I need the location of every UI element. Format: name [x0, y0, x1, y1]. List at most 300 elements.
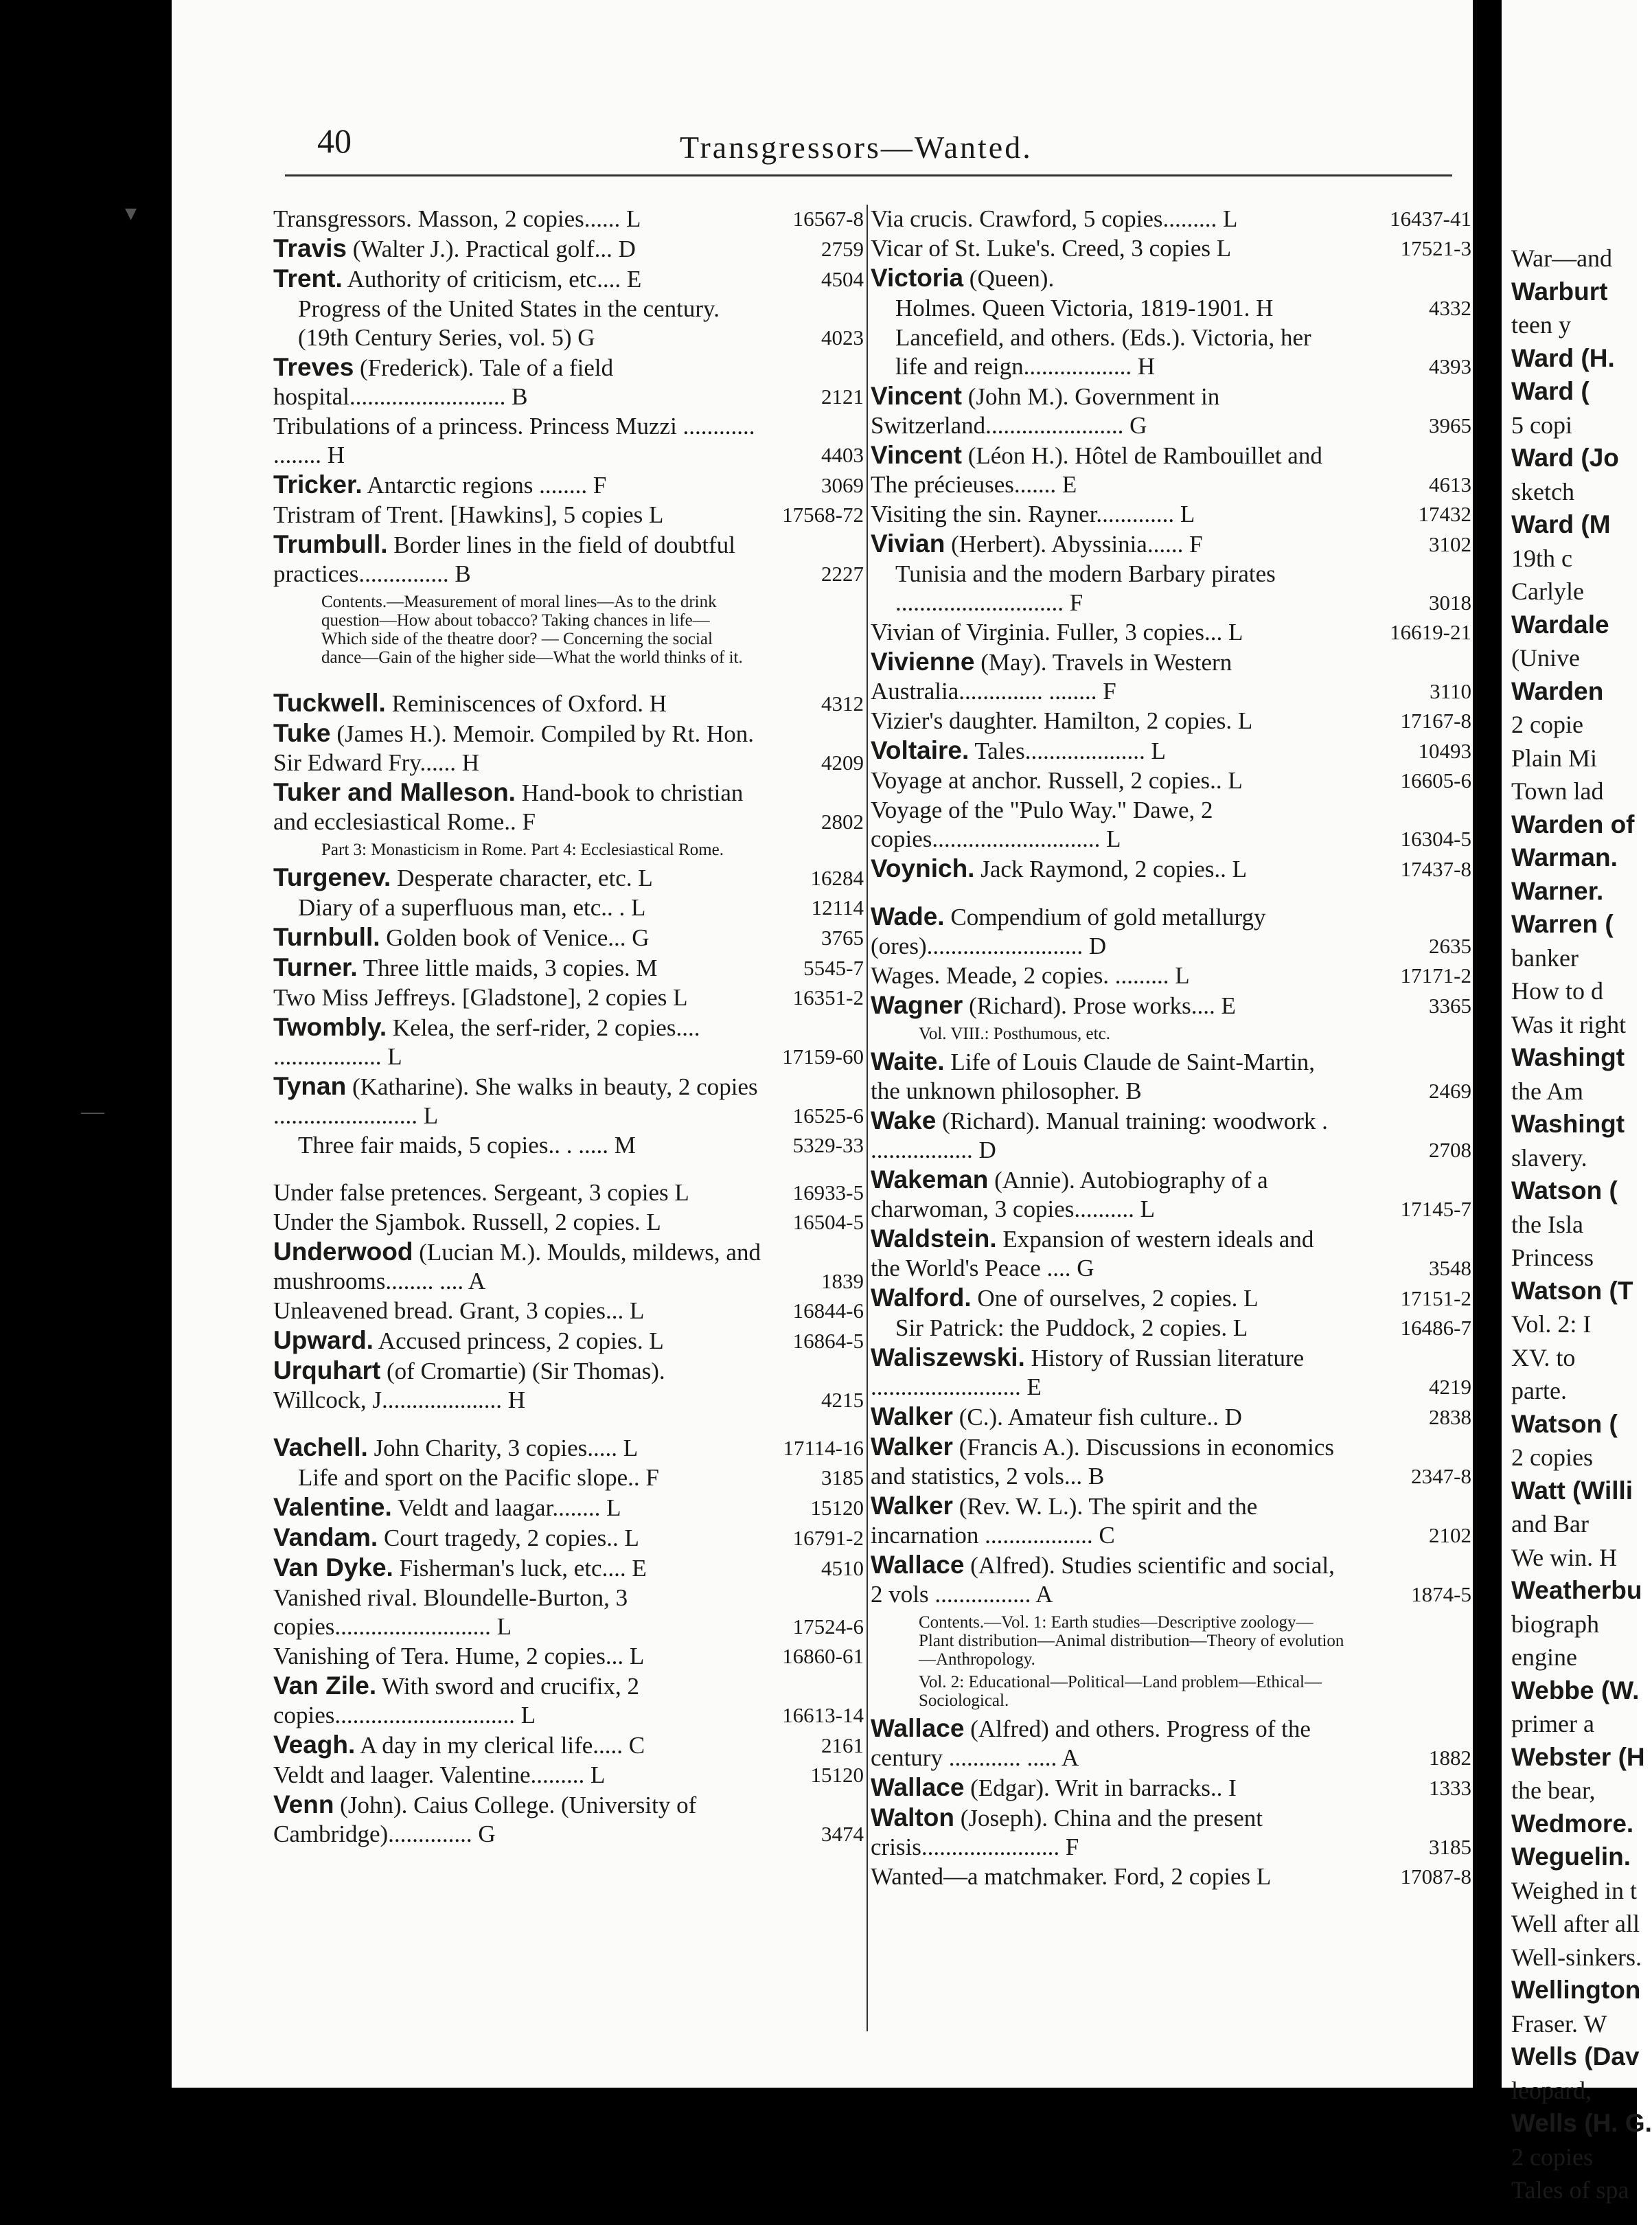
call-number: 3110	[1430, 679, 1471, 703]
next-page-fragment: banker	[1511, 944, 1579, 972]
call-number: 17087-8	[1400, 1864, 1471, 1889]
catalog-entry	[871, 441, 1471, 499]
catalog-entry	[273, 689, 864, 718]
entry-text	[273, 923, 864, 952]
entry-title: Wanted—a matchmaker. Ford, 2 copies L	[871, 1863, 1272, 1890]
entry-text	[273, 412, 864, 470]
entry-title: Contents.—Vol. 1: Earth studies—Descriptive zoology—Plant distribution—Animal distribution—Theory of evolution—Anthropology.	[919, 1613, 1344, 1669]
call-number: 4332	[1429, 296, 1471, 320]
entry-title: Transgressors. Masson, 2 copies...... L	[273, 205, 641, 232]
entry-text	[273, 470, 864, 500]
entry-author: Urquhart	[273, 1356, 381, 1384]
catalog-entry	[273, 1671, 864, 1730]
entry-text	[273, 1356, 864, 1415]
entry-title: (Lucian M.). Moulds, mildews, and mushrooms........ .... A	[273, 1239, 761, 1294]
entry-text	[871, 1551, 1471, 1609]
next-page-fragment: Ward (	[1511, 377, 1590, 405]
call-number: 16619-21	[1390, 620, 1471, 644]
entry-text	[273, 841, 864, 859]
next-page-fragment: the bear,	[1511, 1777, 1596, 1804]
entry-author: Walford.	[871, 1283, 972, 1312]
call-number: 2121	[821, 385, 864, 409]
next-page-fragment: Wellington	[1511, 1976, 1641, 2004]
catalog-entry	[871, 234, 1471, 263]
entry-author: Waliszewski.	[871, 1343, 1025, 1371]
entry-text	[273, 863, 864, 893]
entry-title: Vol. VIII.: Posthumous, etc.	[919, 1025, 1110, 1043]
entry-text	[871, 1773, 1471, 1803]
catalog-entry	[871, 529, 1471, 559]
call-number: 17437-8	[1400, 857, 1471, 881]
catalog-entry	[871, 648, 1471, 706]
next-page-fragment: biograph	[1511, 1610, 1599, 1638]
next-page-fragment: sketch	[1511, 477, 1574, 505]
entry-text	[273, 1131, 864, 1160]
entry-title: Kelea, the serf-rider, 2 copies.... .................. L	[273, 1014, 700, 1070]
call-number: 4403	[821, 443, 864, 467]
catalog-entry	[871, 1106, 1471, 1165]
catalog-entry	[273, 1356, 864, 1415]
next-page-fragment: War—and	[1511, 244, 1613, 272]
call-number: 16304-5	[1400, 827, 1471, 851]
entry-text	[871, 766, 1471, 795]
entry-text	[871, 1314, 1471, 1343]
next-page-fragment: 19th c	[1511, 544, 1572, 572]
next-page-fragment: Warden of	[1511, 810, 1635, 838]
entry-text	[871, 1803, 1471, 1862]
next-page-fragment: primer a	[1511, 1710, 1594, 1737]
call-number: 15120	[810, 1763, 864, 1787]
entry-title: (Queen).	[963, 265, 1055, 292]
entry-title: (Richard). Prose works.... E	[963, 992, 1236, 1019]
catalog-entry	[871, 205, 1471, 233]
entry-title: (Katharine). She walks in beauty, 2 copies ........................ L	[273, 1073, 758, 1129]
entry-text	[273, 1523, 864, 1553]
entry-text	[273, 501, 864, 529]
entry-text	[871, 1106, 1471, 1165]
call-number: 16437-41	[1390, 207, 1471, 231]
entry-text	[273, 1493, 864, 1522]
catalog-entry	[273, 1553, 864, 1583]
catalog-entry	[273, 1237, 864, 1296]
entry-text	[871, 560, 1471, 617]
call-number: 4510	[821, 1556, 864, 1580]
next-page-fragment: Vol. 2: I	[1511, 1310, 1592, 1338]
call-number: 3765	[821, 926, 864, 950]
entry-title: (John). Caius College. (University of Cambridge).............. G	[273, 1792, 697, 1847]
entry-title: Tales.................... L	[969, 738, 1166, 764]
next-page-fragment: Washingt	[1511, 1110, 1625, 1138]
entry-text	[871, 991, 1471, 1020]
next-page-fragment: Watson (	[1511, 1409, 1618, 1438]
entry-text	[871, 736, 1471, 766]
call-number: 16860-61	[782, 1644, 864, 1668]
entry-author: Van Zile.	[273, 1671, 377, 1700]
entry-title: (Léon H.). Hôtel de Rambouillet and The précieuses....... E	[871, 442, 1322, 498]
entry-text	[871, 500, 1471, 529]
entry-text	[871, 648, 1471, 706]
entry-title: Tristram of Trent. [Hawkins], 5 copies L	[273, 501, 664, 528]
entry-author: Trent.	[273, 264, 343, 293]
call-number: 2102	[1429, 1523, 1471, 1547]
next-page-fragment: Well after all	[1511, 1910, 1640, 1937]
right-column	[871, 205, 1471, 1892]
call-number: 16844-6	[792, 1299, 864, 1323]
entry-text	[871, 382, 1471, 440]
entry-text	[871, 1402, 1471, 1432]
call-number: 17145-7	[1400, 1197, 1471, 1221]
call-number: 4613	[1429, 472, 1471, 497]
catalog-entry	[871, 991, 1471, 1020]
entry-title: Compendium of gold metallurgy (ores).......................... D	[871, 904, 1266, 959]
entry-text	[871, 1224, 1471, 1283]
next-page-fragment: Warner.	[1511, 876, 1604, 905]
catalog-entry	[871, 1343, 1471, 1402]
call-number: 1874-5	[1411, 1582, 1471, 1606]
entry-title: Contents.—Measurement of moral lines—As to the drink question—How about tobacco? Taking chances in life—Which side of the theatre door? — Concerning the social dance—Gain of the higher side—What the world thinks of it.	[321, 593, 743, 667]
entry-title: Vivian of Virginia. Fuller, 3 copies... L	[871, 619, 1243, 646]
entry-author: Travis	[273, 234, 347, 262]
entry-author: Voltaire.	[871, 736, 970, 764]
entry-text	[871, 1613, 1471, 1669]
entry-text	[273, 1297, 864, 1325]
catalog-entry	[871, 1551, 1471, 1609]
catalog-entry	[273, 295, 864, 352]
catalog-note	[871, 1673, 1471, 1710]
entry-text	[871, 1862, 1471, 1891]
entry-title: (May). Travels in Western Australia.............. ........ F	[871, 649, 1232, 705]
entry-text	[273, 983, 864, 1012]
next-page-fragment: Princess	[1511, 1244, 1594, 1271]
running-title: Transgressors—Wanted.	[680, 130, 1033, 165]
entry-title: Expansion of western ideals and the World's Peace .... G	[871, 1226, 1314, 1281]
next-page-fragment: Ward (M	[1511, 510, 1611, 538]
call-number: 16525-6	[792, 1104, 864, 1128]
next-page-fragment: 5 copi	[1511, 411, 1572, 439]
entry-title: (Walter J.). Practical golf... D	[346, 236, 636, 262]
call-number: 16567-8	[792, 207, 864, 231]
catalog-entry	[273, 863, 864, 893]
entry-text	[871, 796, 1471, 854]
call-number: 2227	[821, 562, 864, 586]
next-page-fragment: Fraser. W	[1511, 2009, 1607, 2038]
catalog-entry	[273, 1523, 864, 1553]
call-number: 2161	[821, 1733, 864, 1757]
catalog-entry	[273, 1208, 864, 1237]
catalog-entry	[273, 501, 864, 529]
entry-title: Progress of the United States in the century. (19th Century Series, vol. 5) G	[298, 295, 720, 351]
entry-author: Underwood	[273, 1237, 413, 1266]
entry-title: Vicar of St. Luke's. Creed, 3 copies L	[871, 235, 1232, 262]
entry-title: Visiting the sin. Rayner............. L	[871, 501, 1195, 527]
entry-title: (Annie). Autobiography of a charwoman, 3 copies.......... L	[871, 1167, 1268, 1222]
entry-text	[273, 1237, 864, 1296]
entry-text	[273, 353, 864, 411]
next-page-fragment: Watson (	[1511, 1176, 1618, 1205]
entry-author: Wagner	[871, 991, 963, 1019]
entry-text	[273, 1671, 864, 1730]
entry-title: With sword and crucifix, 2 copies.............................. L	[273, 1673, 639, 1728]
entry-author: Vachell.	[273, 1433, 368, 1461]
catalog-entry	[273, 1297, 864, 1325]
catalog-entry	[273, 1463, 864, 1492]
next-page-fragment: teen y	[1511, 311, 1571, 339]
entry-text	[871, 529, 1471, 559]
call-number: 3069	[821, 473, 864, 497]
entry-title: (Rev. W. L.). The spirit and the incarnation .................. C	[871, 1493, 1258, 1549]
entry-author: Veagh.	[273, 1731, 356, 1759]
entry-text	[273, 1761, 864, 1790]
catalog-entry	[871, 1433, 1471, 1491]
entry-author: Vivienne	[871, 648, 975, 676]
entry-title: Life and sport on the Pacific slope.. F	[298, 1464, 659, 1491]
entry-text	[273, 1013, 864, 1071]
entry-title: Reminiscences of Oxford. H	[385, 690, 667, 717]
entry-title: (Frederick). Tale of a field hospital.......................... B	[273, 354, 614, 410]
entry-text	[871, 1025, 1471, 1043]
entry-title: Vanishing of Tera. Hume, 2 copies... L	[273, 1643, 645, 1669]
next-page-fragment: Webbe (W.	[1511, 1676, 1640, 1704]
entry-title: Part 3: Monasticism in Rome. Part 4: Ecclesiastical Rome.	[321, 841, 724, 859]
call-number: 17167-8	[1400, 709, 1471, 733]
next-page-fragment: Weguelin.	[1511, 1842, 1631, 1871]
next-page-fragment: Was it right	[1511, 1010, 1627, 1038]
entry-text	[871, 902, 1471, 961]
entry-text	[273, 1790, 864, 1849]
catalog-entry	[273, 953, 864, 983]
section-gap	[273, 1161, 864, 1178]
entry-text	[871, 264, 1471, 293]
catalog-entry	[273, 353, 864, 411]
catalog-entry	[871, 766, 1471, 795]
entry-title: Accused princess, 2 copies. L	[373, 1327, 664, 1354]
catalog-entry	[273, 778, 864, 836]
call-number: 12114	[811, 895, 864, 920]
entry-text	[273, 205, 864, 233]
entry-author: Walker	[871, 1492, 953, 1520]
entry-author: Walker	[871, 1433, 953, 1461]
call-number: 2635	[1429, 934, 1471, 958]
next-page-edge	[1502, 0, 1652, 2204]
entry-author: Turnbull.	[273, 923, 380, 951]
entry-title: (Joseph). China and the present crisis....................... F	[871, 1805, 1263, 1860]
entry-text	[273, 953, 864, 983]
next-page-fragment: the Isla	[1511, 1210, 1583, 1238]
entry-title: Life of Louis Claude de Saint-Martin, the unknown philosopher. B	[871, 1049, 1316, 1104]
call-number: 3102	[1429, 532, 1471, 556]
entry-title: Antarctic regions ........ F	[362, 472, 607, 499]
catalog-entry	[871, 1283, 1471, 1313]
call-number: 15120	[810, 1496, 864, 1520]
entry-author: Walker	[871, 1402, 953, 1430]
entry-text	[871, 707, 1471, 735]
catalog-entry	[871, 796, 1471, 854]
catalog-entry	[871, 323, 1471, 381]
catalog-entry	[871, 618, 1471, 647]
entry-text	[273, 1553, 864, 1583]
call-number: 16486-7	[1400, 1316, 1471, 1340]
entry-title: Three fair maids, 5 copies.. . ..... M	[298, 1132, 636, 1159]
entry-text	[273, 778, 864, 836]
catalog-entry	[871, 264, 1471, 293]
entry-author: Waite.	[871, 1047, 945, 1075]
catalog-note	[273, 841, 864, 859]
entry-title: Desperate character, etc. L	[391, 865, 653, 891]
entry-title: Two Miss Jeffreys. [Gladstone], 2 copies L	[273, 984, 688, 1011]
entry-text	[871, 1433, 1471, 1491]
entry-text	[871, 1673, 1471, 1710]
catalog-entry	[871, 1714, 1471, 1772]
entry-title: Under the Sjambok. Russell, 2 copies. L	[273, 1209, 661, 1235]
call-number: 2347-8	[1411, 1464, 1471, 1488]
entry-text	[871, 441, 1471, 499]
call-number: 2708	[1429, 1138, 1471, 1162]
entry-author: Van Dyke.	[273, 1553, 393, 1582]
call-number: 16933-5	[792, 1180, 864, 1205]
entry-title: Sir Patrick: the Puddock, 2 copies. L	[895, 1314, 1248, 1341]
section-gap	[273, 1415, 864, 1433]
entry-author: Waldstein.	[871, 1224, 997, 1253]
call-number: 4215	[821, 1388, 864, 1412]
entry-text	[871, 234, 1471, 263]
call-number: 3185	[1429, 1835, 1471, 1859]
entry-author: Wallace	[871, 1773, 965, 1801]
entry-title: Three little maids, 3 copies. M	[357, 955, 658, 981]
entry-author: Turgenev.	[273, 863, 391, 891]
catalog-entry	[273, 1433, 864, 1463]
catalog-entry	[871, 961, 1471, 990]
catalog-entry	[273, 234, 864, 264]
entry-text	[871, 1492, 1471, 1550]
call-number: 16605-6	[1400, 768, 1471, 792]
call-number: 4393	[1429, 354, 1471, 378]
catalog-entry	[273, 530, 864, 589]
entry-text	[273, 893, 864, 922]
entry-title: Golden book of Venice... G	[380, 924, 650, 951]
entry-title: (Francis A.). Discussions in economics and statistics, 2 vols... B	[871, 1434, 1335, 1490]
entry-title: Vizier's daughter. Hamilton, 2 copies. L	[871, 707, 1253, 734]
entry-author: Wake	[871, 1106, 937, 1134]
catalog-entry	[273, 983, 864, 1012]
catalog-entry	[871, 1165, 1471, 1224]
entry-title: (James H.). Memoir. Compiled by Rt. Hon. Sir Edward Fry...... H	[273, 720, 754, 776]
call-number: 3185	[821, 1465, 864, 1490]
catalog-entry	[273, 1584, 864, 1641]
entry-title: (John M.). Government in Switzerland....................... G	[871, 383, 1220, 439]
entry-author: Tuker and Malleson.	[273, 778, 516, 806]
entry-title: Fisherman's luck, etc.... E	[393, 1555, 647, 1582]
next-page-fragment: Tales of spa	[1511, 2176, 1629, 2204]
entry-author: Wallace	[871, 1551, 965, 1579]
entry-text	[273, 1433, 864, 1463]
call-number: 17432	[1418, 502, 1471, 526]
catalog-entry	[273, 412, 864, 470]
entry-title: Lancefield, and others. (Eds.). Victoria, her life and reign.................. H	[895, 324, 1311, 380]
entry-title: (Herbert). Abyssinia...... F	[945, 531, 1203, 558]
next-page-fragment: Watt (Willi	[1511, 1476, 1633, 1505]
entry-title: Vanished rival. Bloundelle-Burton, 3 copies.......................... L	[273, 1584, 628, 1640]
next-page-fragment: Warden	[1511, 676, 1604, 705]
entry-author: Upward.	[273, 1326, 374, 1354]
entry-title: Hand-book to christian and ecclesiastical Rome.. F	[273, 779, 744, 835]
call-number: 16284	[810, 866, 864, 890]
catalog-entry	[273, 1178, 864, 1207]
call-number: 2759	[821, 237, 864, 261]
catalog-entry	[871, 1773, 1471, 1803]
next-page-fragment: Warren (	[1511, 910, 1614, 938]
entry-text	[273, 1642, 864, 1671]
entry-author: Voynich.	[871, 854, 975, 882]
next-page-fragment: Well-sinkers.	[1511, 1943, 1642, 1971]
entry-text	[871, 1047, 1471, 1106]
entry-text	[273, 234, 864, 264]
call-number: 2802	[821, 810, 864, 834]
entry-text	[871, 1343, 1471, 1402]
entry-text	[273, 1178, 864, 1207]
entry-author: Tuckwell.	[273, 689, 386, 717]
entry-author: Wakeman	[871, 1165, 989, 1194]
catalog-note	[871, 1613, 1471, 1669]
call-number: 3018	[1429, 591, 1471, 615]
catalog-entry	[273, 264, 864, 294]
call-number: 10493	[1418, 739, 1471, 763]
catalog-entry	[871, 294, 1471, 323]
next-page-fragment: Ward (Jo	[1511, 444, 1619, 472]
catalog-entry	[871, 736, 1471, 766]
next-page-fragment: Carlyle	[1511, 578, 1584, 605]
catalog-entry	[273, 1731, 864, 1760]
entry-author: Vincent	[871, 382, 962, 410]
entry-author: Trumbull.	[273, 530, 388, 558]
next-page-fragment: (Unive	[1511, 644, 1580, 672]
page-number: 40	[317, 122, 352, 160]
next-page-fragment: 2 copie	[1511, 711, 1583, 738]
catalog-entry	[871, 1314, 1471, 1343]
entry-title: A day in my clerical life..... C	[355, 1732, 645, 1759]
entry-text	[273, 295, 864, 352]
next-page-fragment: parte.	[1511, 1377, 1567, 1404]
next-page-fragment: Webster (H	[1511, 1742, 1645, 1771]
call-number: 17159-60	[782, 1045, 864, 1069]
entry-title: Wages. Meade, 2 copies. ......... L	[871, 962, 1190, 989]
catalog-entry	[273, 1493, 864, 1522]
call-number: 16864-5	[792, 1329, 864, 1353]
scan-mark: ▾	[125, 201, 137, 226]
entry-text	[273, 1072, 864, 1130]
scan-mark: —	[81, 1099, 104, 1124]
call-number: 5545-7	[803, 956, 864, 980]
call-number: 2469	[1429, 1079, 1471, 1103]
catalog-entry	[273, 1072, 864, 1130]
entry-title: Jack Raymond, 2 copies.. L	[974, 856, 1248, 882]
next-page-fragment: and Bar	[1511, 1510, 1589, 1538]
next-page-fragment: Town lad	[1511, 777, 1604, 805]
call-number: 5329-33	[792, 1133, 864, 1157]
entry-text	[273, 1463, 864, 1492]
entry-title: Voyage of the "Pulo Way." Dawe, 2 copies............................ L	[871, 797, 1213, 852]
entry-author: Twombly.	[273, 1013, 387, 1041]
next-page-fragment: leopard,	[1511, 2076, 1592, 2104]
call-number: 17521-3	[1400, 236, 1471, 260]
entry-author: Venn	[273, 1790, 334, 1818]
entry-text	[273, 264, 864, 294]
entry-author: Turner.	[273, 953, 358, 981]
catalog-entry	[273, 1790, 864, 1849]
catalog-entry	[273, 1013, 864, 1071]
entry-title: (Edgar). Writ in barracks.. I	[964, 1775, 1237, 1801]
entry-author: Tuke	[273, 719, 331, 747]
call-number: 17151-2	[1400, 1286, 1471, 1310]
